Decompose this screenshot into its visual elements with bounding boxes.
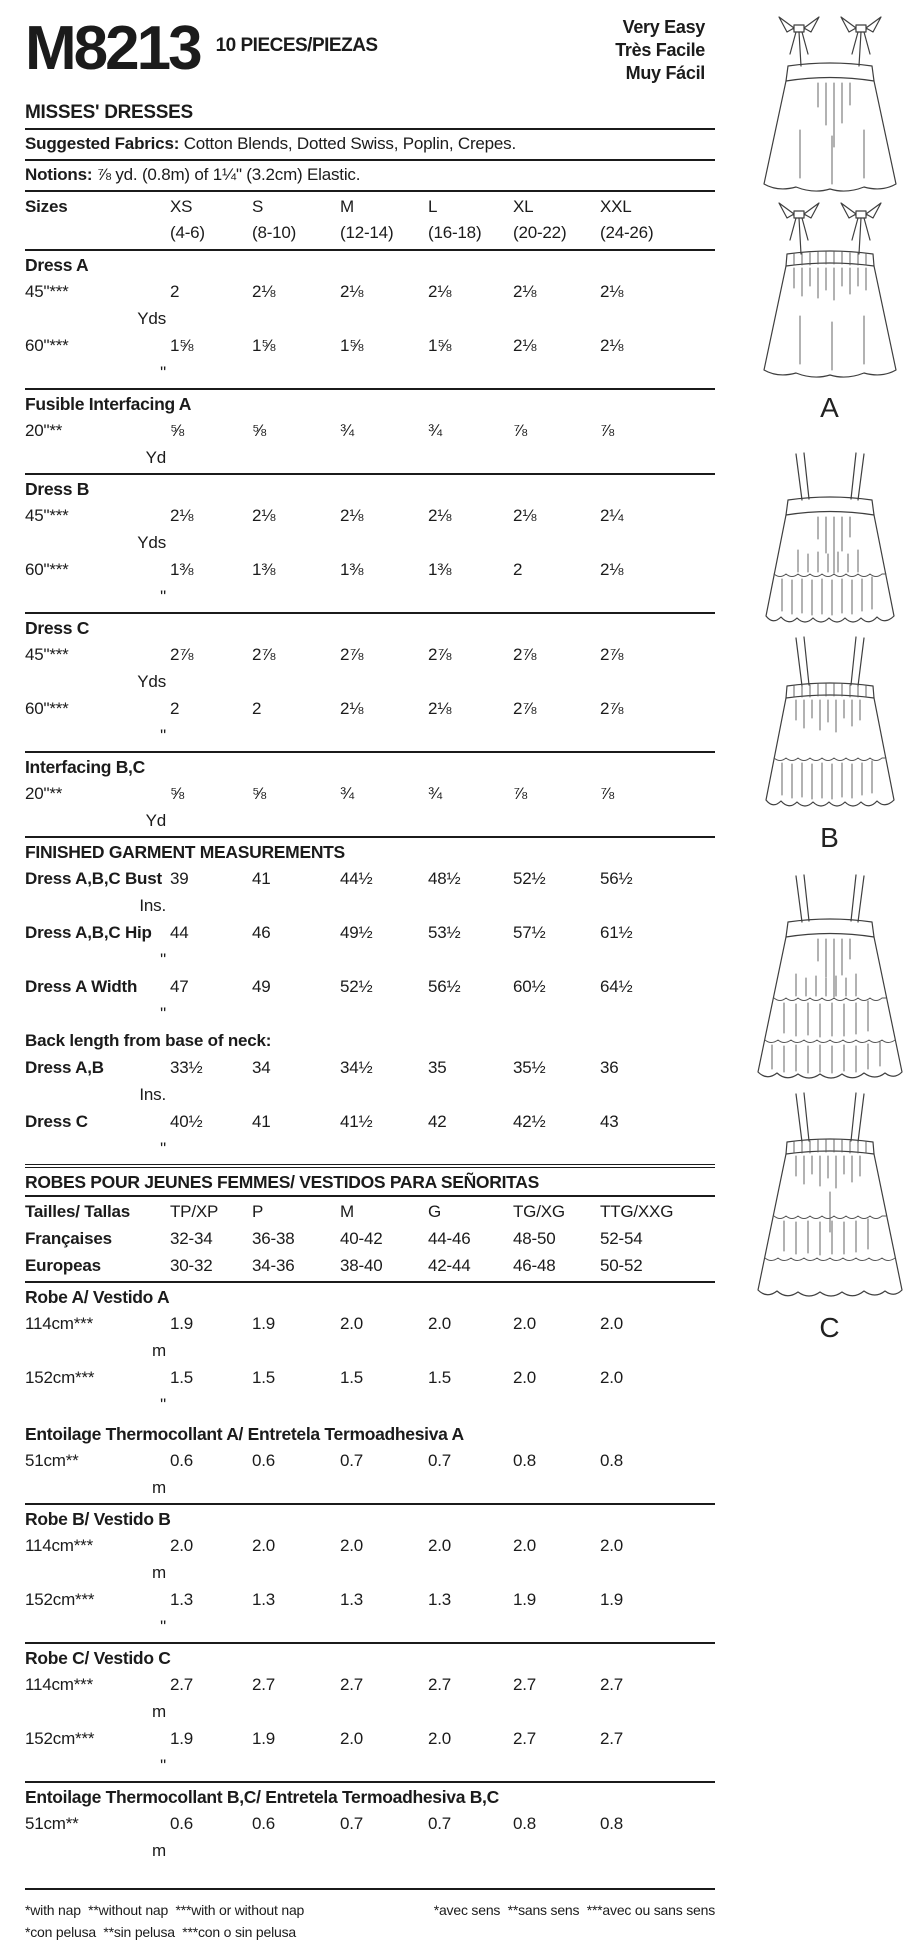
value-cell: 38-40 [340, 1256, 383, 1275]
unit-cell: " [160, 363, 166, 382]
value-cell: 2⅞ [600, 699, 624, 718]
value-cell: 2⅞ [428, 645, 452, 664]
dress-c-back-drawing [744, 1088, 916, 1306]
section-title: Robe B/ Vestido B [25, 1509, 171, 1529]
value-cell: 2⅞ [513, 699, 537, 718]
value-cell: 2.0 [513, 1536, 537, 1555]
value-cell: 2⅞ [513, 645, 537, 664]
value-cell: 2.0 [340, 1536, 364, 1555]
value-cell: 1.5 [252, 1368, 276, 1387]
value-cell: 0.6 [170, 1451, 194, 1470]
value-cell: 42-44 [428, 1256, 471, 1275]
value-cell: 39 [170, 869, 189, 888]
value-cell: 2 [170, 699, 180, 718]
unit-cell: " [160, 950, 166, 969]
table-section [25, 751, 715, 836]
value-cell: 2⅛ [513, 282, 537, 301]
value-cell: P [252, 1202, 264, 1221]
value-cell: ⅝ [252, 784, 266, 803]
value-cell: 2.0 [340, 1729, 364, 1748]
range-m: (12-14) [340, 223, 394, 242]
pattern-number: M8213 [25, 14, 200, 83]
row-label: 152cm*** [25, 1729, 95, 1748]
value-cell: 1⅜ [340, 560, 364, 579]
table-row [25, 780, 715, 834]
view-label-b: B [820, 822, 840, 853]
range-l: (16-18) [428, 223, 482, 242]
value-cell: ⅞ [513, 784, 527, 803]
value-cell: 1⅜ [252, 560, 276, 579]
value-cell: 52-54 [600, 1229, 643, 1248]
unit-cell: m [152, 1478, 166, 1497]
value-cell: 0.7 [340, 1451, 364, 1470]
table-row [25, 865, 715, 919]
notions-value: ⅞ yd. (0.8m) of 1¼" (3.2cm) Elastic. [92, 165, 361, 184]
value-cell: 2⅛ [513, 506, 537, 525]
size-col-s: S [252, 197, 264, 216]
value-cell: 41 [252, 869, 271, 888]
size-col-xxl: XXL [600, 197, 632, 216]
value-cell: 0.8 [513, 1814, 537, 1833]
value-cell: 2.7 [340, 1675, 364, 1694]
unit-cell: Yds [137, 533, 166, 552]
value-cell: 1⅝ [252, 336, 276, 355]
value-cell: 57½ [513, 923, 546, 942]
dress-a-illustration [742, 14, 918, 424]
value-cell: 48½ [428, 869, 461, 888]
footnote-spanish: *con pelusa **sin pelusa ***con o sin pelusa [25, 1924, 296, 1940]
value-cell: 2.7 [513, 1729, 537, 1748]
value-cell: ⅝ [170, 421, 184, 440]
dress-a-front-drawing [744, 14, 916, 200]
value-cell: 2⅛ [600, 336, 624, 355]
value-cell: 2⅛ [428, 506, 452, 525]
value-cell: 2⅛ [252, 506, 276, 525]
row-label: 152cm*** [25, 1590, 95, 1609]
unit-cell: " [160, 1004, 166, 1023]
suggested-fabrics-value: Cotton Blends, Dotted Swiss, Poplin, Crepes. [179, 134, 517, 153]
value-cell: 56½ [428, 977, 461, 996]
value-cell: TP/XP [170, 1202, 219, 1221]
unit-cell: m [152, 1702, 166, 1721]
value-cell: 0.7 [340, 1814, 364, 1833]
value-cell: 46 [252, 923, 271, 942]
suggested-fabrics-row [25, 130, 715, 161]
value-cell: 0.7 [428, 1814, 452, 1833]
value-cell: 1.5 [170, 1368, 194, 1387]
row-label: Tailles/ Tallas [25, 1202, 131, 1221]
value-cell: 48-50 [513, 1229, 556, 1248]
difficulty-es: Muy Fácil [625, 63, 705, 83]
section-title: Robe C/ Vestido C [25, 1648, 171, 1668]
suggested-fabrics-label: Suggested Fabrics: [25, 134, 180, 153]
value-cell: 2⅛ [340, 282, 364, 301]
difficulty-rating [615, 16, 705, 85]
value-cell: 1.3 [428, 1590, 452, 1609]
value-cell: 61½ [600, 923, 633, 942]
value-cell: 2⅛ [252, 282, 276, 301]
view-label-c: C [819, 1312, 841, 1343]
value-cell: 2 [513, 560, 523, 579]
value-cell: ⅝ [252, 421, 266, 440]
value-cell: 41 [252, 1112, 271, 1131]
value-cell: 2.0 [170, 1536, 194, 1555]
unit-cell: " [160, 1756, 166, 1775]
value-cell: 2.7 [170, 1675, 194, 1694]
table-section [25, 1420, 715, 1503]
value-cell: 2.0 [513, 1368, 537, 1387]
value-cell: 2⅛ [428, 282, 452, 301]
dress-b-back-drawing [744, 632, 916, 816]
row-label: 152cm*** [25, 1368, 95, 1387]
row-label: 45"*** [25, 282, 69, 301]
unit-cell: " [160, 587, 166, 606]
value-cell: 32-34 [170, 1229, 213, 1248]
size-col-xl: XL [513, 197, 534, 216]
value-cell: 2⅛ [428, 699, 452, 718]
value-cell: 2⅛ [340, 699, 364, 718]
value-cell: 34½ [340, 1058, 373, 1077]
unit-cell: Yds [137, 309, 166, 328]
value-cell: 1.9 [252, 1729, 276, 1748]
pieces-count: 10 PIECES/PIEZAS [215, 35, 378, 56]
value-cell: 2.0 [600, 1368, 624, 1387]
dress-c-front-drawing [744, 870, 916, 1088]
value-cell: 1⅝ [428, 336, 452, 355]
notions-label: Notions: [25, 165, 93, 184]
table-row [25, 919, 715, 973]
unit-cell: " [160, 726, 166, 745]
unit-cell: Ins. [139, 1085, 166, 1104]
footnotes-left [25, 1899, 304, 1943]
table-row [25, 695, 715, 749]
value-cell: 0.6 [252, 1451, 276, 1470]
value-cell: 2.0 [428, 1729, 452, 1748]
value-cell: 2⅛ [513, 336, 537, 355]
section-title: Entoilage Thermocollant B,C/ Entretela Termoadhesiva B,C [25, 1787, 499, 1807]
value-cell: 1⅜ [428, 560, 452, 579]
value-cell: 50-52 [600, 1256, 643, 1275]
dress-c-illustration [742, 870, 918, 1344]
table-row [25, 1252, 715, 1279]
value-cell: 35½ [513, 1058, 546, 1077]
range-xl: (20-22) [513, 223, 567, 242]
value-cell: 30-32 [170, 1256, 213, 1275]
table-row [25, 1198, 715, 1225]
value-cell: ¾ [340, 784, 354, 803]
section-title: Dress C [25, 618, 90, 638]
value-cell: ⅞ [513, 421, 527, 440]
table-row [25, 641, 715, 695]
range-xs: (4-6) [170, 223, 205, 242]
footnotes [25, 1888, 715, 1943]
page-title: MISSES' DRESSES [25, 100, 715, 130]
value-cell: 35 [428, 1058, 447, 1077]
table-row [25, 1532, 715, 1586]
value-cell: 64½ [600, 977, 633, 996]
size-col-l: L [428, 197, 438, 216]
value-cell: 49½ [340, 923, 373, 942]
value-cell: ⅞ [600, 421, 614, 440]
value-cell: 42 [428, 1112, 447, 1131]
value-cell: 44½ [340, 869, 373, 888]
value-cell: 2.0 [513, 1314, 537, 1333]
value-cell: 2⅛ [340, 506, 364, 525]
section-title: ROBES POUR JEUNES FEMMES/ VESTIDOS PARA SEÑORITAS [25, 1169, 715, 1197]
table-row [25, 556, 715, 610]
footnote-french: *avec sens **sans sens ***avec ou sans sens [433, 1902, 715, 1918]
table-section [25, 612, 715, 751]
dress-a-back-drawing [744, 200, 916, 386]
value-cell: 40-42 [340, 1229, 383, 1248]
table-section [25, 473, 715, 612]
value-cell: 2.0 [340, 1314, 364, 1333]
value-cell: 2 [170, 282, 180, 301]
section-title: Robe A/ Vestido A [25, 1287, 170, 1307]
value-cell: 2.7 [600, 1675, 624, 1694]
value-cell: 2.0 [428, 1314, 452, 1333]
dress-b-illustration [742, 448, 918, 854]
table-row [25, 417, 715, 471]
table-section [25, 388, 715, 473]
table-row [25, 1054, 715, 1108]
value-cell: 36 [600, 1058, 619, 1077]
value-cell: 2⅛ [170, 506, 194, 525]
row-label: 60"*** [25, 560, 69, 579]
notions-row [25, 161, 715, 192]
value-cell: 2.7 [513, 1675, 537, 1694]
value-cell: ¾ [428, 784, 442, 803]
table-row [25, 1586, 715, 1640]
sizes-label: Sizes [25, 197, 68, 216]
yardage-table [25, 249, 715, 1866]
row-subtitle: Back length from base of neck: [25, 1031, 272, 1050]
value-cell: 1.3 [340, 1590, 364, 1609]
main-content [25, 10, 715, 1943]
value-cell: 42½ [513, 1112, 546, 1131]
unit-cell: Yds [137, 672, 166, 691]
value-cell: 41½ [340, 1112, 373, 1131]
value-cell: 49 [252, 977, 271, 996]
value-cell: M [340, 1202, 354, 1221]
table-row [25, 1310, 715, 1364]
value-cell: 0.8 [513, 1451, 537, 1470]
difficulty-en: Very Easy [622, 17, 705, 37]
sizes-name-row [25, 194, 715, 220]
row-label: 60"*** [25, 336, 69, 355]
value-cell: 46-48 [513, 1256, 556, 1275]
value-cell: 2.7 [600, 1729, 624, 1748]
table-row [25, 1108, 715, 1162]
table-row [25, 278, 715, 332]
row-label: 114cm*** [25, 1314, 94, 1333]
sizes-range-row [25, 220, 715, 246]
value-cell: 2.0 [600, 1536, 624, 1555]
section-title: Fusible Interfacing A [25, 394, 192, 414]
row-label: 114cm*** [25, 1536, 94, 1555]
value-cell: ⅝ [170, 784, 184, 803]
section-title: FINISHED GARMENT MEASUREMENTS [25, 842, 345, 862]
unit-cell: " [160, 1139, 166, 1158]
sizes-header [25, 192, 715, 249]
table-row [25, 1725, 715, 1779]
table-section [25, 1503, 715, 1642]
value-cell: 53½ [428, 923, 461, 942]
value-cell: 2⅛ [600, 560, 624, 579]
row-label: Dress A,B,C Bust [25, 869, 162, 888]
table-row [25, 1447, 715, 1501]
unit-cell: Ins. [139, 896, 166, 915]
value-cell: 1⅝ [170, 336, 194, 355]
dress-b-front-drawing [744, 448, 916, 632]
value-cell: 2.7 [428, 1675, 452, 1694]
footnote-english: *with nap **without nap ***with or without nap [25, 1902, 305, 1918]
value-cell: TG/XG [513, 1202, 565, 1221]
table-row [25, 973, 715, 1027]
value-cell: 0.7 [428, 1451, 452, 1470]
section-title: Interfacing B,C [25, 757, 145, 777]
row-label: Dress C [25, 1112, 88, 1131]
value-cell: 2⅞ [340, 645, 364, 664]
value-cell: 0.6 [170, 1814, 194, 1833]
table-row [25, 332, 715, 386]
unit-cell: m [152, 1563, 166, 1582]
table-section [25, 249, 715, 388]
unit-cell: " [160, 1395, 166, 1414]
unit-cell: m [152, 1841, 166, 1860]
value-cell: 0.8 [600, 1451, 624, 1470]
value-cell: 1.9 [252, 1314, 276, 1333]
value-cell: 2.0 [428, 1536, 452, 1555]
value-cell: 2⅞ [252, 645, 276, 664]
table-row [25, 1225, 715, 1252]
value-cell: 1⅝ [340, 336, 364, 355]
view-label-a: A [820, 392, 840, 423]
row-label: Dress A,B [25, 1058, 104, 1077]
section-title: Dress B [25, 479, 90, 499]
size-col-m: M [340, 197, 354, 216]
row-label: Dress A,B,C Hip [25, 923, 152, 942]
table-row [25, 1364, 715, 1418]
value-cell: 0.8 [600, 1814, 624, 1833]
value-cell: 1⅜ [170, 560, 194, 579]
value-cell: 2¼ [600, 506, 624, 525]
table-section [25, 836, 715, 1164]
value-cell: 1.9 [513, 1590, 537, 1609]
row-label: 45"*** [25, 506, 69, 525]
value-cell: 36-38 [252, 1229, 295, 1248]
row-label: 51cm** [25, 1814, 79, 1833]
row-label: 20"** [25, 421, 63, 440]
value-cell: 60½ [513, 977, 546, 996]
unit-cell: m [152, 1341, 166, 1360]
value-cell: 52½ [513, 869, 546, 888]
value-cell: 1.3 [252, 1590, 276, 1609]
table-row [25, 502, 715, 556]
value-cell: 1.9 [600, 1590, 624, 1609]
section-title: Dress A [25, 255, 89, 275]
unit-cell: Yd [145, 448, 166, 467]
section-title: Entoilage Thermocollant A/ Entretela Termoadhesiva A [25, 1424, 464, 1444]
value-cell: G [428, 1202, 442, 1221]
unit-cell: " [160, 1617, 166, 1636]
range-s: (8-10) [252, 223, 297, 242]
value-cell: ⅞ [600, 784, 614, 803]
table-section [25, 1781, 715, 1866]
row-label: Europeas [25, 1256, 101, 1275]
value-cell: ¾ [428, 421, 442, 440]
row-label: Dress A Width [25, 977, 138, 996]
value-cell: 1.5 [428, 1368, 452, 1387]
value-cell: 52½ [340, 977, 373, 996]
value-cell: 34 [252, 1058, 271, 1077]
value-cell: 2.0 [600, 1314, 624, 1333]
row-label: 51cm** [25, 1451, 79, 1470]
masthead [25, 10, 715, 100]
value-cell: 2 [252, 699, 262, 718]
difficulty-fr: Très Facile [615, 40, 705, 60]
value-cell: 43 [600, 1112, 619, 1131]
row-label: 45"*** [25, 645, 69, 664]
value-cell: 1.9 [170, 1729, 194, 1748]
value-cell: ¾ [340, 421, 354, 440]
value-cell: 2⅞ [600, 645, 624, 664]
value-cell: 2.0 [252, 1536, 276, 1555]
row-label: 20"** [25, 784, 63, 803]
unit-cell: Yd [145, 811, 166, 830]
value-cell: TTG/XXG [600, 1202, 674, 1221]
value-cell: 44 [170, 923, 189, 942]
value-cell: 1.5 [340, 1368, 364, 1387]
value-cell: 2.7 [252, 1675, 276, 1694]
value-cell: 44-46 [428, 1229, 471, 1248]
value-cell: 1.3 [170, 1590, 194, 1609]
table-section [25, 1642, 715, 1781]
value-cell: 47 [170, 977, 189, 996]
value-cell: 56½ [600, 869, 633, 888]
value-cell: 2⅞ [170, 645, 194, 664]
row-label: Françaises [25, 1229, 112, 1248]
range-xxl: (24-26) [600, 223, 654, 242]
table-row [25, 1671, 715, 1725]
table-section [25, 1281, 715, 1420]
value-cell: 1.9 [170, 1314, 194, 1333]
value-cell: 40½ [170, 1112, 203, 1131]
table-section [25, 1164, 715, 1281]
value-cell: 0.6 [252, 1814, 276, 1833]
value-cell: 2⅛ [600, 282, 624, 301]
size-col-xs: XS [170, 197, 193, 216]
table-row [25, 1810, 715, 1864]
value-cell: 34-36 [252, 1256, 295, 1275]
row-label: 114cm*** [25, 1675, 94, 1694]
value-cell: 33½ [170, 1058, 203, 1077]
row-label: 60"*** [25, 699, 69, 718]
